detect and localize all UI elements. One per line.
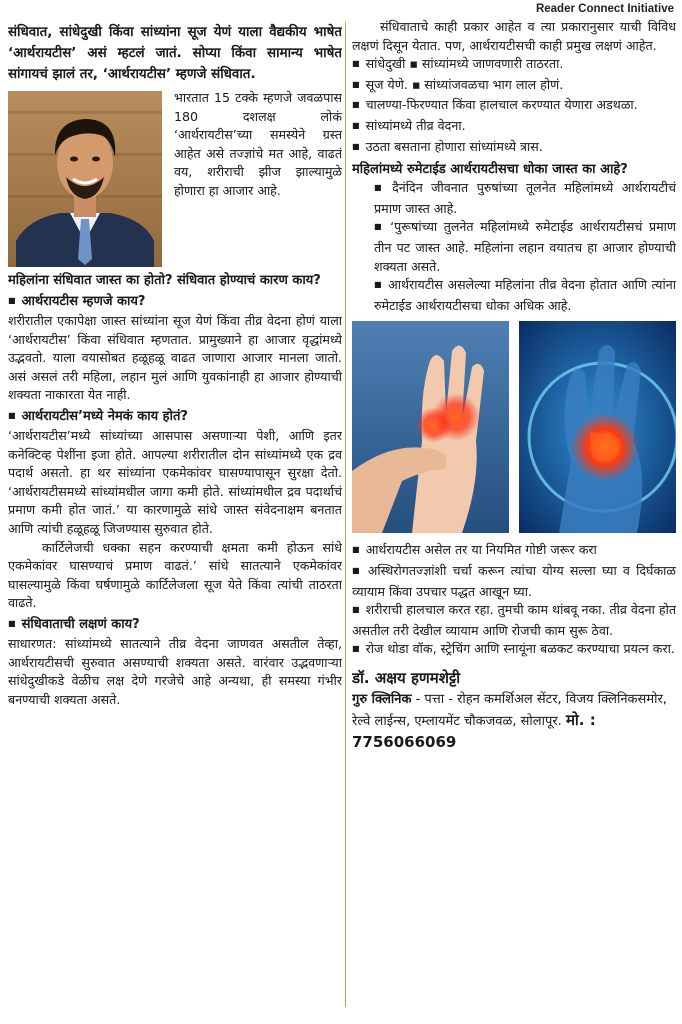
- women-risk-item: ■ दैनंदिन जीवनात पुरुषांच्या तूलनेत महिलांमध्ये आर्थरायटीचं प्रमाण जास्त आहे.: [352, 179, 676, 218]
- women-risk-list: [352, 179, 676, 315]
- clinic-address: - पत्ता - रोहन कमर्शिअल सेंटर, विजय क्लिनिकसमोर, रेल्वे लाईन्स, एम्लायमेंट चौकजवळ, सोलापूर.: [352, 691, 667, 729]
- intro-block: [8, 89, 342, 201]
- tip-item: ■ शरीराची हालचाल करत रहा. तुमची काम थांबवू नका. तीव्र वेदना होत असतील तरी देखील व्यायाम आणि रोजची काम सुरू ठेवा.: [352, 601, 676, 640]
- joint-xray-illustration: [519, 321, 676, 533]
- paragraph-types: संधिवाताचे काही प्रकार आहेत व त्या प्रकारानुसार याची विविध लक्षणं दिसून येतात. पण, आर्थरायटीसची काही प्रमुख लक्षणं आहेत.: [352, 19, 676, 53]
- illustration-row: [352, 321, 676, 533]
- hand-pain-photo: [352, 321, 509, 533]
- symptom-item: ■ सांधेदुखी ▪ सांध्यांमध्ये जाणवणारी ताठरता.: [352, 55, 676, 76]
- doctor-portrait-illustration: [8, 91, 162, 267]
- tips-list: [352, 541, 676, 661]
- tip-item: ■ अस्थिरोगतज्ज्ञांशी चर्चा करून त्यांचा योग्य सल्ला घ्या व दिर्घकाळ व्यायाम किंवा उपचार पद्धत आखून घ्या.: [352, 562, 676, 601]
- joint-xray-photo: [519, 321, 676, 533]
- hand-pain-illustration: [352, 321, 509, 533]
- paragraph-cartilage: कार्टिलेजची धक्का सहन करण्याची क्षमता कमी होऊन सांधे एकमेकांवर घासण्याचं प्रमाण वाढतं.’ सांधे सातत्याने एकमेकांवर घासल्यामुळे किंवा घर्षणामुळे कार्टिलेजला सूज येते किंवा त्यांची ताठरता वाढते.: [8, 539, 342, 611]
- lead-paragraph: संधिवात, सांधेदुखी किंवा सांध्यांना सूज येणं याला वैद्यकीय भाषेत ‘आर्थरायटीस’ असं म्हटलं जातं. सोप्या किंवा सामान्य भाषेत सांगायचं झालं तर, ‘आर्थरायटीस’ म्हणजे संधिवात.: [8, 25, 342, 82]
- paragraph-symptoms: साधारणत: सांध्यांमध्ये सातत्याने तीव्र वेदना जाणवत असतील तेव्हा, आर्थरायटीसची सुरुवात असण्याची शक्यता असते. वारंवार उद्भवणाऱ्या सांधेदुखीकडे वेळीच लक्ष देणे गरजेचे आहे अन्यथा, ही समस्या गंभीर बनण्याची शक्यता असते.: [8, 635, 342, 707]
- symptom-item: ■ चालण्या-फिरण्यात किंवा हालचाल करण्यात येणारा अडथळा.: [352, 96, 676, 117]
- question-why-women: महिलांना संधिवात जास्त का होतो? संधिवात होण्याचं कारण काय?: [8, 273, 321, 288]
- paragraph-what-is-arthritis: शरीरातील एकापेक्षा जास्त सांध्यांना सूज येणं किंवा तीव्र वेदना होणं याला ‘आर्थरायटीस’ किंवा संधिवात म्हणतात. प्रामुख्याने हा आजार वृद्धांमध्ये उद्भवतो. याला वयासोबत हळूहळू वाढत जाणारा आजार मानला जातो. असं असलं तरी महिला, लहान मुलं आणि युवकांनाही हा आजार होण्याची शक्यता नाकारता येत नाही.: [8, 313, 342, 403]
- heading-symptoms: ■ संधिवाताची लक्षणं काय?: [8, 615, 342, 635]
- left-column: [8, 22, 342, 1020]
- doctor-name: डॉ. अक्षय हणमशेट्टी: [352, 668, 461, 687]
- women-risk-item: ■ आर्थरायटीस असलेल्या महिलांना तीव्र वेदना होतात आणि त्यांना रुमेटाईड आर्थरायटीसचा धोका अधिक आहे.: [352, 276, 676, 315]
- women-risk-item: ■ ‘पुरूषांच्या तुलनेत महिलांमध्ये रुमेटाईड आर्थरायटीसचं प्रमाण तीन पट जास्त आहे. महिलांना लहान वयातच हा आजार होण्याची शक्यता असते.: [352, 218, 676, 276]
- reader-connect-tag: Reader Connect Initiative: [535, 3, 674, 15]
- clinic-name: गुरु क्लिनिक: [352, 691, 412, 707]
- heading-what-happens: ■ आर्थरायटीस’मध्ये नेमकं काय होतं?: [8, 407, 342, 427]
- symptom-list: [352, 55, 676, 158]
- intro-paragraph: भारतात 15 टक्के म्हणजे जवळपास 180 दशलक्ष लोकं ‘आर्थरायटीस’च्या समस्येने ग्रस्त आहेत असे तज्ज्ञांचे मत आहे, वाढतं वय, शरीराची झीज झाल्यामुळे होणारा हा आजार आहे.: [174, 90, 342, 198]
- right-column: [352, 18, 676, 1020]
- clinic-info: [352, 689, 676, 754]
- symptom-item: ■ सांध्यांमध्ये तीव्र वेदना.: [352, 117, 676, 138]
- symptom-item: ■ उठता बसताना होणारा सांध्यांमध्ये त्रास.: [352, 138, 676, 159]
- heading-what-is-arthritis: ■ आर्थरायटीस म्हणजे काय?: [8, 292, 342, 312]
- tip-item: ■ रोज थोडा वॉक, स्ट्रेचिंग आणि स्नायूंना बळकट करण्याचा प्रयत्न करा.: [352, 640, 676, 661]
- symptom-item: ■ सूज येणे. ▪ सांध्यांजवळचा भाग लाल होणं.: [352, 76, 676, 97]
- phone-label: मो. :: [565, 710, 596, 729]
- paragraph-what-happens: ‘आर्थरायटीस’मध्ये सांध्यांच्या आसपास असणाऱ्या पेशी, आणि इतर कनेक्टिव्ह पेशींना इजा होते. आपल्या शरीरातील दोन सांध्यांमध्ये एक द्रव पदार्थ असतो. हा थर सांध्यांना एकमेकांवर घासण्यापासून सुरक्षा देतो. ‘आर्थरायटीसमध्ये सांध्यांमधील जागा कमी होते. सांध्यांमधील द्रव पदार्थाचं प्रमाण कमी होत जातं.’ या कारणामुळे सांधे जास्त संवेदनाक्षम बनतात आणि त्यांची हळूहळू जिजण्यास सुरुवात होते.: [8, 427, 342, 536]
- doctor-photo: [8, 91, 162, 267]
- question-women-risk: महिलांमध्ये रुमेटाईड आर्थरायटीसचा धोका जास्त का आहे?: [352, 162, 628, 178]
- phone-number: 7756066069: [352, 732, 457, 751]
- column-divider: [345, 22, 346, 1007]
- tip-item: ■ आर्थरायटीस असेल तर या नियमित गोष्टी जरूर करा: [352, 541, 676, 562]
